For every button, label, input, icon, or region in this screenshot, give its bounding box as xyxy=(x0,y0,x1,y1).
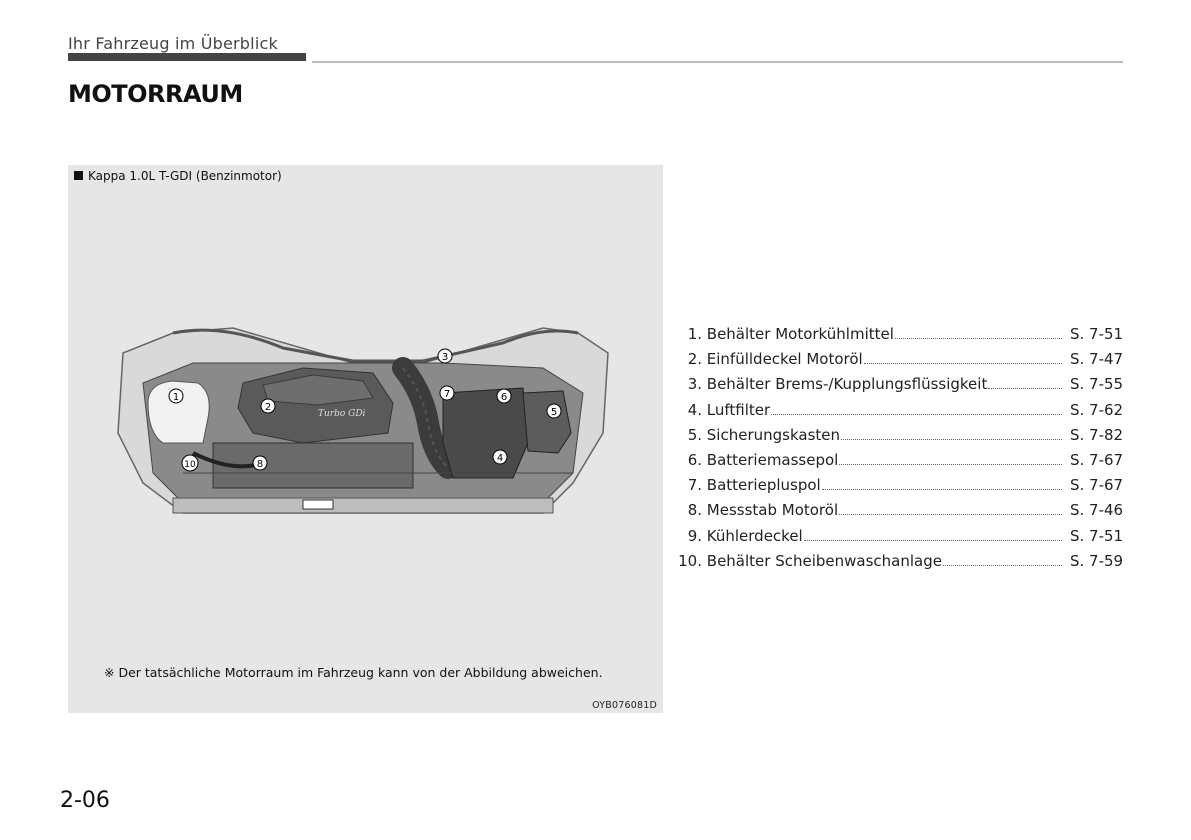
dot-leader xyxy=(988,388,1062,389)
legend-label: Kühlerdeckel xyxy=(706,526,803,545)
dot-leader xyxy=(864,363,1062,364)
svg-text:2: 2 xyxy=(264,402,272,413)
legend-number: 7. xyxy=(687,476,702,495)
legend-label: Luftfilter xyxy=(706,400,771,419)
legend-item xyxy=(672,350,1122,375)
legend-item xyxy=(672,476,1122,501)
svg-text:7: 7 xyxy=(443,389,451,400)
page-reference: S. 7-55 xyxy=(1070,375,1124,394)
legend-item xyxy=(672,426,1122,451)
legend-label: Einfülldeckel Motoröl xyxy=(706,350,863,369)
svg-text:3: 3 xyxy=(441,352,449,363)
legend-label: Behälter Scheibenwaschanlage xyxy=(706,551,942,570)
page-reference: S. 7-62 xyxy=(1070,400,1124,419)
callout-4 xyxy=(493,450,507,464)
callout-2 xyxy=(261,399,275,413)
svg-text:1: 1 xyxy=(172,392,180,403)
legend-number: 4. xyxy=(687,400,702,419)
header-bar xyxy=(68,53,306,61)
legend-label: Messstab Motoröl xyxy=(706,501,839,520)
page-reference: S. 7-67 xyxy=(1070,476,1124,495)
legend-number: 1. xyxy=(687,325,702,343)
page-reference: S. 7-59 xyxy=(1070,551,1124,570)
legend-number: 2. xyxy=(687,350,702,369)
callout-7 xyxy=(440,386,454,400)
dot-leader xyxy=(943,565,1062,566)
legend-item xyxy=(672,325,1122,350)
legend-number: 9. xyxy=(687,526,702,545)
legend-item xyxy=(672,375,1122,400)
figure-code: OYB076081D xyxy=(592,700,657,711)
section-title: Ihr Fahrzeug im Überblick xyxy=(68,34,278,53)
legend-item xyxy=(672,401,1122,426)
callout-1 xyxy=(169,389,183,403)
engine-figure xyxy=(68,165,663,713)
legend-item xyxy=(672,501,1122,526)
page-reference: S. 7-67 xyxy=(1070,450,1124,469)
dot-leader xyxy=(839,464,1062,465)
callout-8 xyxy=(253,456,267,470)
callout-10 xyxy=(182,455,198,471)
figure-note: ※ Der tatsächliche Motorraum im Fahrzeug kann von der Abbildung abweichen. xyxy=(104,665,603,680)
dot-leader xyxy=(839,514,1062,515)
dot-leader xyxy=(841,439,1062,440)
legend-number: 3. xyxy=(687,375,702,394)
page-number: 2-06 xyxy=(60,788,110,813)
callout-5 xyxy=(547,404,561,418)
legend-item xyxy=(672,552,1122,577)
svg-text:6: 6 xyxy=(500,392,508,403)
page-reference: S. 7-51 xyxy=(1070,325,1124,343)
page-reference: S. 7-46 xyxy=(1070,501,1124,520)
dot-leader xyxy=(804,540,1062,541)
svg-text:8: 8 xyxy=(256,459,264,470)
callout-3 xyxy=(438,349,452,363)
page-title: MOTORRAUM xyxy=(68,80,243,108)
square-bullet-icon xyxy=(74,171,83,180)
legend-label: Batteriemassepol xyxy=(706,450,839,469)
callout-6 xyxy=(497,389,511,403)
legend-item xyxy=(672,527,1122,552)
dot-leader xyxy=(771,414,1062,415)
legend-number: 6. xyxy=(687,450,702,469)
page-reference: S. 7-51 xyxy=(1070,526,1124,545)
page-reference: S. 7-47 xyxy=(1070,350,1124,369)
legend-label: Behälter Motorkühlmittel xyxy=(706,325,894,343)
figure-caption xyxy=(74,169,282,183)
figure-caption-text: Kappa 1.0L T-GDI (Benzinmotor) xyxy=(88,169,282,183)
component-legend xyxy=(672,325,1122,577)
svg-text:10: 10 xyxy=(184,460,196,470)
svg-text:4: 4 xyxy=(496,453,504,464)
dot-leader xyxy=(822,489,1062,490)
legend-number: 10. xyxy=(678,551,702,570)
legend-number: 8. xyxy=(687,501,702,520)
legend-label: Batteriepluspol xyxy=(706,476,821,495)
dot-leader xyxy=(895,338,1062,339)
legend-label: Sicherungskasten xyxy=(706,425,841,444)
header-divider xyxy=(312,61,1123,63)
legend-item xyxy=(672,451,1122,476)
engine-bay-illustration xyxy=(103,323,623,538)
svg-text:5: 5 xyxy=(550,407,558,418)
page-reference: S. 7-82 xyxy=(1070,425,1124,444)
engine-badge: Turbo GDi xyxy=(318,409,366,419)
legend-label: Behälter Brems-/Kupplungsflüssigkeit xyxy=(706,375,988,394)
legend-number: 5. xyxy=(687,425,702,444)
